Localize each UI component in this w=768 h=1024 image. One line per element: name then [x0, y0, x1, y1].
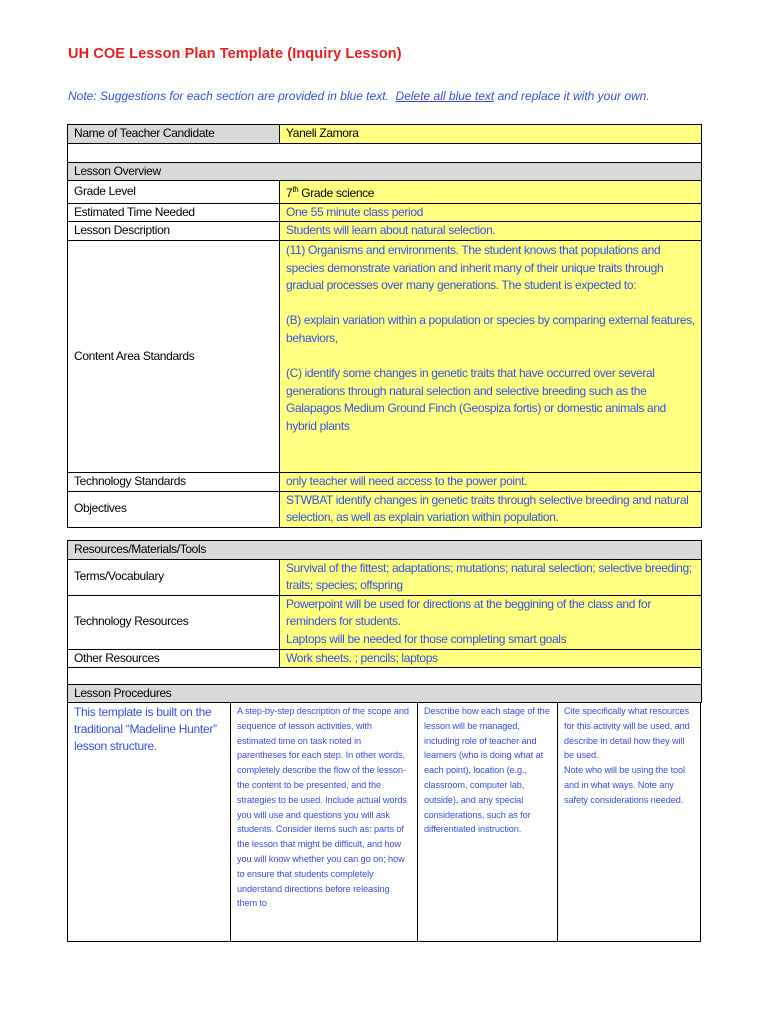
grade-suffix: th: [292, 185, 299, 195]
lesson-plan-table: [67, 124, 702, 528]
technology-standards-label: Technology Standards: [68, 472, 280, 491]
resources-table: [67, 540, 702, 668]
procedure-structure-note: This template is built on the traditional “Madeline Hunter” lesson structure.: [74, 705, 217, 753]
lesson-description-label: Lesson Description: [68, 222, 280, 241]
procedure-management-guidance: Describe how each stage of the lesson will be managed, including role of teacher and learners (who is doing what at each point), location (e.g., classroom, computer lab, outside), and any special considerations, such as for differentiated instruction.: [417, 702, 557, 941]
standards-paragraph-b: (B) explain variation within a population or species by comparing external features, behaviors,: [286, 313, 695, 345]
grade-subject: Grade science: [298, 186, 375, 201]
techres-powerpoint: Powerpoint will be used for directions at the beggining of the class and for reminders for students.: [286, 596, 651, 629]
other-resources-value: Work sheets. ; pencils; laptops: [280, 649, 702, 668]
procedures-header-table: [67, 666, 702, 703]
lesson-procedures-heading: Lesson Procedures: [68, 684, 702, 703]
terms-vocabulary-label: Terms/Vocabulary: [68, 559, 280, 595]
standards-paragraph-c: (C) identify some changes in genetic traits that have occurred over several generations through natural selection and selective breeding such as the Galapagos Medium Ground Finch (Geospiza fortis) or domestic animals and hybrid plants: [286, 366, 666, 433]
resources-guidance-cite: Cite specifically what resources for this activity will be used, and describe in detail how they will be used.: [564, 706, 690, 761]
grade-level-label: Grade Level: [68, 181, 280, 204]
resources-heading: Resources/Materials/Tools: [68, 541, 702, 560]
content-standards-value: [280, 240, 702, 472]
objectives-value: STWBAT identify changes in genetic traits through selective breeding and natural selection, as well as explain variation within population.: [280, 491, 702, 527]
procedure-steps-guidance: A step-by-step description of the scope and sequence of lesson activities, with estimated time on task noted in parentheses for each step. In other words, completely describe the flow of the lesson-the content to be presented, and the strategies to be used. Include actual words you will use and questions you will ask students. Consider items such as: parts of the lesson that might be difficult, and how you will know whether you can go on; how to ensure that students completely understand directions before releasing them to: [230, 702, 417, 941]
time-needed-label: Estimated Time Needed: [68, 203, 280, 222]
standards-paragraph-11: (11) Organisms and environments. The student knows that populations and species demonstrate variation and inherit many of their unique traits through gradual processes over many generations. The student is expected to:: [286, 242, 664, 293]
teacher-name-label: Name of Teacher Candidate: [68, 125, 280, 144]
technology-resources-label: Technology Resources: [68, 595, 280, 649]
note-delete-link: Delete all blue text: [395, 89, 495, 103]
grade-level-value: [280, 181, 702, 204]
terms-vocabulary-value: Survival of the fittest; adaptations; mutations; natural selection; selective breeding; traits; species; offspring: [280, 559, 702, 595]
lesson-description-value: Students will learn about natural selection.: [280, 222, 702, 241]
note-prefix: Note: Suggestions for each section are provided in blue text.: [68, 89, 389, 103]
note-suffix: and replace it with your own.: [497, 89, 650, 103]
resources-guidance-note: Note who will be using the tool and in what ways. Note any safety considerations needed.: [564, 765, 686, 805]
other-resources-label: Other Resources: [68, 649, 280, 668]
technology-standards-value: only teacher will need access to the power point.: [280, 472, 702, 491]
techres-laptops: Laptops will be needed for those completing smart goals: [286, 632, 567, 647]
spacer-row: [68, 143, 702, 162]
grade-number: 7: [286, 186, 293, 201]
procedures-grid: [67, 702, 701, 942]
lesson-overview-heading: Lesson Overview: [68, 162, 702, 181]
content-standards-label: Content Area Standards: [68, 240, 280, 472]
objectives-label: Objectives: [68, 491, 280, 527]
page-title: UH COE Lesson Plan Template (Inquiry Lesson): [68, 46, 402, 62]
time-needed-value: One 55 minute class period: [280, 203, 702, 222]
teacher-name-value: Yaneli Zamora: [280, 125, 702, 144]
technology-resources-value: [280, 595, 702, 649]
procedure-resources-guidance: [557, 702, 702, 941]
instruction-note: [68, 89, 650, 103]
spacer-row: [68, 666, 702, 684]
